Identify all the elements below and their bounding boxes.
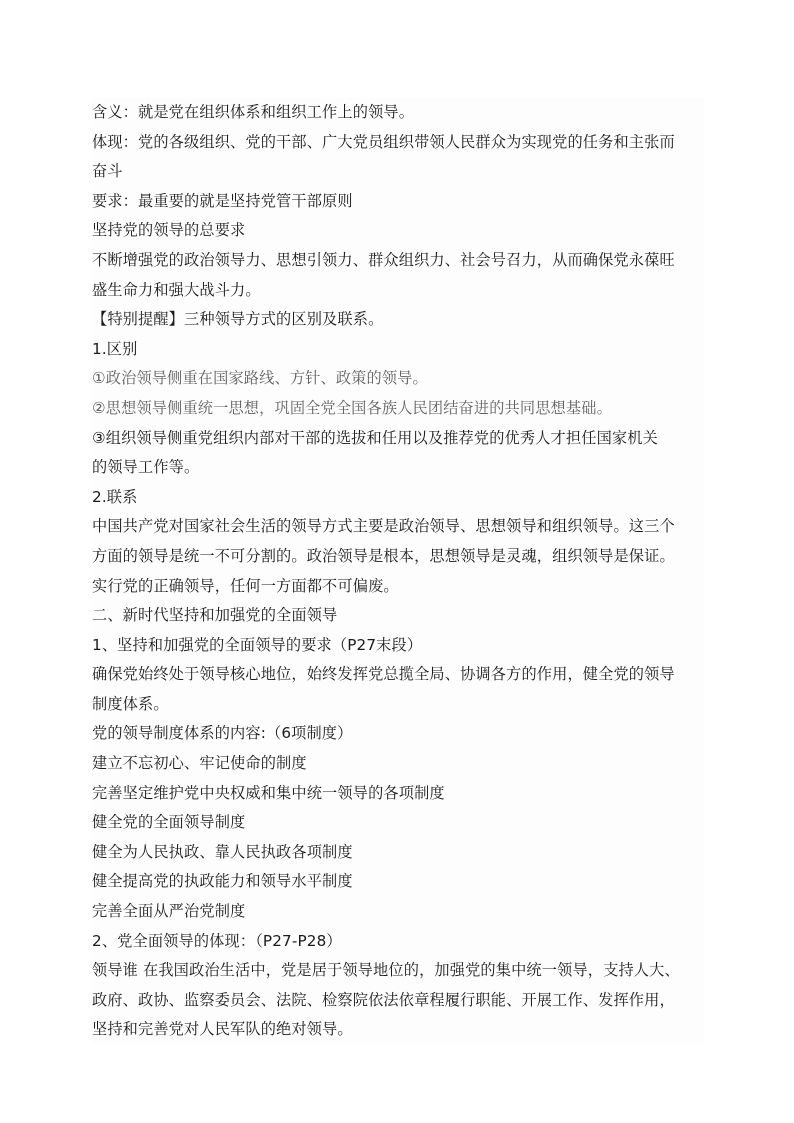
document-page — [92, 98, 704, 1045]
text-line: 2、党全面领导的体现：（P27-P28） — [92, 931, 342, 950]
text-line: 方面的领导是统一不可分割的。政治领导是根本，思想领导是灵魂，组织领导是保证。 — [92, 546, 675, 565]
text-line: 要求：最重要的就是坚持党管干部原则 — [92, 191, 353, 210]
text-line: 政府、政协、监察委员会、法院、检察院依法依章程履行职能、开展工作、发挥作用， — [92, 990, 675, 1009]
text-line: 建立不忘初心、牢记使命的制度 — [92, 754, 307, 773]
text-line: 健全为人民执政、靠人民执政各项制度 — [92, 842, 353, 861]
text-line: 确保党始终处于领导核心地位，始终发挥党总揽全局、协调各方的作用，健全党的领导 — [92, 665, 675, 684]
text-line: ②思想领导侧重统一思想，巩固全党全国各族人民团结奋进的共同思想基础。 — [92, 398, 612, 417]
text-line: 领导谁 在我国政治生活中，党是居于领导地位的，加强党的集中统一领导，支持人大、 — [92, 961, 680, 980]
text-line: 【特别提醒】三种领导方式的区别及联系。 — [92, 310, 384, 329]
text-line: 实行党的正确领导，任何一方面都不可偏废。 — [92, 576, 399, 595]
text-line: 体现：党的各级组织、党的干部、广大党员组织带领人民群众为实现党的任务和主张而 — [92, 132, 675, 151]
text-line: 盛生命力和强大战斗力。 — [92, 280, 261, 299]
text-line: 的领导工作等。 — [92, 458, 200, 477]
text-line: 1、坚持和加强党的全面领导的要求（P27末段） — [92, 635, 423, 654]
text-line: 2.联系 — [92, 487, 138, 506]
text-line: 健全党的全面领导制度 — [92, 813, 246, 832]
text-line: 坚持党的领导的总要求 — [92, 221, 246, 240]
text-line: 健全提高党的执政能力和领导水平制度 — [92, 872, 353, 891]
text-line: ③组织领导侧重党组织内部对干部的选拔和任用以及推荐党的优秀人才担任国家机关 — [92, 428, 658, 447]
text-line: 中国共产党对国家社会生活的领导方式主要是政治领导、思想领导和组织领导。这三个 — [92, 517, 675, 536]
text-line: 完善全面从严治党制度 — [92, 902, 246, 921]
text-line: 坚持和完善党对人民军队的绝对领导。 — [92, 1020, 353, 1039]
text-line: 制度体系。 — [92, 694, 169, 713]
text-line: 不断增强党的政治领导力、思想引领力、群众组织力、社会号召力，从而确保党永葆旺 — [92, 250, 675, 269]
text-line: 奋斗 — [92, 162, 123, 181]
text-line: 党的领导制度体系的内容:（6项制度） — [92, 724, 353, 743]
text-line: 含义：就是党在组织体系和组织工作上的领导。 — [92, 103, 415, 121]
text-line: 完善坚定维护党中央权威和集中统一领导的各项制度 — [92, 783, 445, 802]
text-line: 二、新时代坚持和加强党的全面领导 — [92, 606, 338, 625]
text-line: ①政治领导侧重在国家路线、方针、政策的领导。 — [92, 369, 428, 388]
text-line: 1.区别 — [92, 339, 138, 358]
